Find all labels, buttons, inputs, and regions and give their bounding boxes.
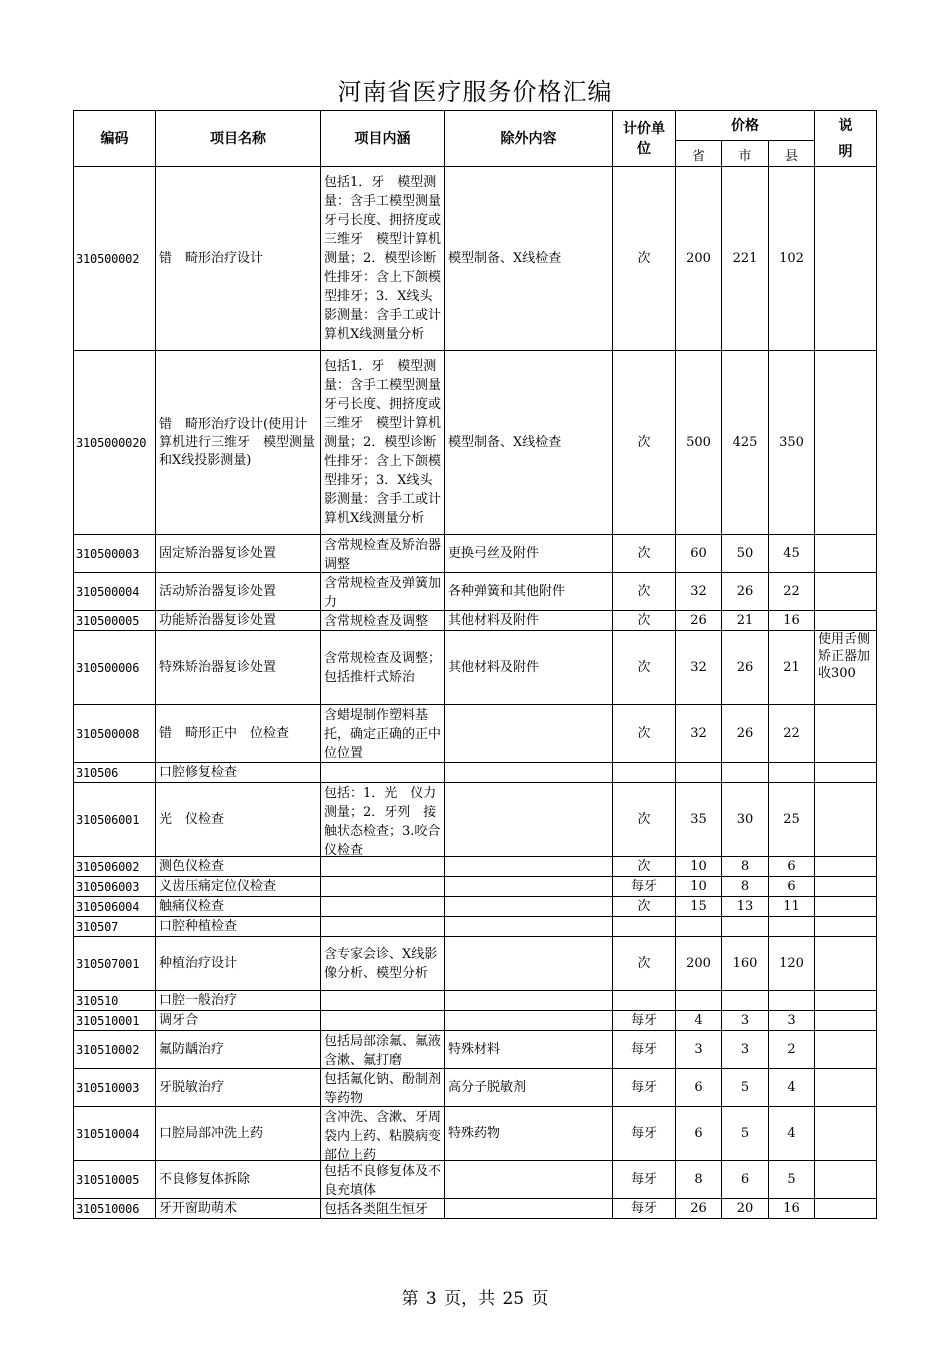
table-row <box>74 1011 877 1031</box>
row-content <box>321 763 445 783</box>
row-note <box>815 611 877 631</box>
row-price-city: 30 <box>722 783 769 857</box>
row-name: 活动矫治器复诊处置 <box>156 573 321 611</box>
row-price-county: 4 <box>769 1069 815 1107</box>
row-content-text: 含常规检查及调整 <box>324 613 429 629</box>
row-code: 310500002 <box>74 167 156 351</box>
row-content <box>321 631 445 705</box>
row-exclude: 其他材料及附件 <box>445 611 613 631</box>
row-price-county: 11 <box>769 897 815 917</box>
row-unit: 次 <box>613 167 676 351</box>
row-unit: 次 <box>613 897 676 917</box>
row-unit: 次 <box>613 937 676 991</box>
table-row <box>74 1161 877 1199</box>
row-name: 光 仪检查 <box>156 783 321 857</box>
row-content <box>321 897 445 917</box>
row-content-text: 含冲洗、含漱、牙周袋内上药、粘膜病变部位上药 <box>324 1109 442 1163</box>
row-note <box>815 1161 877 1199</box>
row-code: 310510005 <box>74 1161 156 1199</box>
header-exclude: 除外内容 <box>445 111 613 167</box>
row-code: 310506004 <box>74 897 156 917</box>
row-name: 错 畸形正中 位检查 <box>156 705 321 763</box>
row-price-city: 50 <box>722 535 769 573</box>
table-row <box>74 1069 877 1107</box>
row-note <box>815 1107 877 1161</box>
row-content-text: 包括各类阻生恒牙 <box>324 1201 429 1217</box>
table-row <box>74 535 877 573</box>
row-unit: 每牙 <box>613 1107 676 1161</box>
row-price-province: 200 <box>676 937 722 991</box>
row-price-city: 3 <box>722 1011 769 1031</box>
row-exclude: 模型制备、X线检查 <box>445 351 613 535</box>
row-price-province: 6 <box>676 1069 722 1107</box>
row-exclude <box>445 1161 613 1199</box>
row-unit: 每牙 <box>613 877 676 897</box>
row-unit: 次 <box>613 535 676 573</box>
row-price-city: 3 <box>722 1031 769 1069</box>
row-code: 310500006 <box>74 631 156 705</box>
row-exclude <box>445 705 613 763</box>
row-code: 310510 <box>74 991 156 1011</box>
row-price-province: 15 <box>676 897 722 917</box>
row-unit <box>613 991 676 1011</box>
row-content <box>321 705 455 763</box>
row-code: 310500005 <box>74 611 156 631</box>
row-name: 种植治疗设计 <box>156 937 321 991</box>
row-exclude: 各种弹簧和其他附件 <box>445 573 613 611</box>
row-exclude: 更换弓丝及附件 <box>445 535 613 573</box>
table-row <box>74 167 877 351</box>
row-note <box>815 897 877 917</box>
row-price-county <box>769 763 815 783</box>
row-content <box>321 611 445 631</box>
table-row <box>74 877 877 897</box>
table-row <box>74 857 877 877</box>
row-content <box>321 535 445 573</box>
row-price-city: 160 <box>722 937 769 991</box>
row-price-county: 102 <box>769 167 815 351</box>
row-note: 使用舌侧矫正器加收300 <box>815 631 877 705</box>
row-note <box>815 783 877 857</box>
row-content-text: 包括不良修复体及不良充填体 <box>324 1163 442 1198</box>
row-price-city: 8 <box>722 857 769 877</box>
row-exclude: 模型制备、X线检查 <box>445 167 613 351</box>
row-price-county: 16 <box>769 1199 815 1219</box>
row-exclude <box>445 991 613 1011</box>
row-note <box>815 167 877 351</box>
row-price-city: 221 <box>722 167 769 351</box>
row-price-county: 16 <box>769 611 815 631</box>
row-price-county: 22 <box>769 573 815 611</box>
row-code: 3105000020 <box>74 351 156 535</box>
row-content <box>321 937 445 991</box>
row-price-province: 4 <box>676 1011 722 1031</box>
row-code: 310507 <box>74 917 156 937</box>
row-price-county: 21 <box>769 631 815 705</box>
row-code: 310510006 <box>74 1199 156 1219</box>
row-code: 310507001 <box>74 937 156 991</box>
table-row <box>74 937 877 991</box>
header-city: 市 <box>722 141 769 167</box>
table-row <box>74 705 877 763</box>
row-unit: 次 <box>613 351 676 535</box>
row-content <box>321 1199 445 1219</box>
row-price-county <box>769 991 815 1011</box>
row-unit <box>613 917 676 937</box>
row-note <box>815 535 877 573</box>
row-price-county: 45 <box>769 535 815 573</box>
row-note <box>815 1069 877 1107</box>
row-exclude: 特殊药物 <box>445 1107 613 1161</box>
page-footer: 第 3 页，共 25 页 <box>401 1289 549 1309</box>
row-price-province: 35 <box>676 783 722 857</box>
row-exclude <box>445 783 613 857</box>
row-content <box>321 1107 445 1161</box>
row-exclude <box>445 877 613 897</box>
row-price-county: 4 <box>769 1107 815 1161</box>
row-note <box>815 1199 877 1219</box>
row-price-province: 60 <box>676 535 722 573</box>
row-content <box>321 1031 445 1069</box>
header-name: 项目名称 <box>156 111 321 167</box>
row-price-province: 32 <box>676 573 722 611</box>
row-exclude <box>445 857 613 877</box>
row-price-province: 32 <box>676 631 722 705</box>
row-price-city <box>722 917 769 937</box>
row-exclude <box>445 763 613 783</box>
row-code: 310500008 <box>74 705 156 763</box>
row-exclude <box>445 917 613 937</box>
row-price-province: 10 <box>676 877 722 897</box>
row-price-province: 6 <box>676 1107 722 1161</box>
row-price-province: 200 <box>676 167 722 351</box>
table-row <box>74 351 877 535</box>
table-row <box>74 1199 877 1219</box>
table-row <box>74 573 877 611</box>
row-name: 固定矫治器复诊处置 <box>156 535 321 573</box>
row-content <box>321 857 445 877</box>
row-exclude: 高分子脱敏剂 <box>445 1069 613 1107</box>
row-content <box>321 573 445 611</box>
table-row <box>74 897 877 917</box>
row-code: 310500003 <box>74 535 156 573</box>
row-price-city: 5 <box>722 1107 769 1161</box>
row-exclude: 特殊材料 <box>445 1031 613 1069</box>
row-code: 310510003 <box>74 1069 156 1107</box>
row-content-text: 含专家会诊、X线影像分析、模型分析 <box>324 946 438 981</box>
row-price-province: 26 <box>676 1199 722 1219</box>
row-content <box>321 351 445 535</box>
header-county: 县 <box>769 141 815 167</box>
table-row <box>74 763 877 783</box>
row-note <box>815 937 877 991</box>
row-name: 口腔局部冲洗上药 <box>156 1107 321 1161</box>
row-code: 310506 <box>74 763 156 783</box>
row-price-city: 13 <box>722 897 769 917</box>
row-exclude <box>445 937 613 991</box>
row-price-county: 2 <box>769 1031 815 1069</box>
row-note <box>815 917 877 937</box>
row-name: 义齿压痛定位仪检查 <box>156 877 321 897</box>
row-price-province <box>676 917 722 937</box>
row-content-text: 含蜡堤制作塑料基托，确定正确的正中 位位置 <box>324 707 455 761</box>
row-content-text: 包括：1．光 仪力测量；2．牙列 接触状态检查；3.咬合仪检查 <box>324 785 441 858</box>
row-exclude <box>445 1199 613 1219</box>
row-content <box>321 167 445 351</box>
row-price-city: 8 <box>722 877 769 897</box>
row-price-city <box>722 763 769 783</box>
row-code: 310510002 <box>74 1031 156 1069</box>
row-price-city <box>722 991 769 1011</box>
row-price-city: 26 <box>722 705 769 763</box>
table-row <box>74 917 877 937</box>
row-content <box>321 917 445 937</box>
header-price: 价格 <box>676 111 815 141</box>
table-row <box>74 631 877 705</box>
row-name: 牙开窗助萌术 <box>156 1199 321 1219</box>
row-price-city: 26 <box>722 631 769 705</box>
row-price-province: 10 <box>676 857 722 877</box>
row-note <box>815 1011 877 1031</box>
row-name: 错 畸形治疗设计 <box>156 167 321 351</box>
row-note <box>815 705 877 763</box>
row-content-text: 含常规检查及矫治器调整 <box>324 537 442 572</box>
row-name: 触痛仪检查 <box>156 897 321 917</box>
row-unit: 次 <box>613 573 676 611</box>
row-name: 口腔种植检查 <box>156 917 321 937</box>
header-province: 省 <box>676 141 722 167</box>
row-note <box>815 351 877 535</box>
row-price-county: 120 <box>769 937 815 991</box>
row-code: 310510004 <box>74 1107 156 1161</box>
row-price-county: 6 <box>769 877 815 897</box>
row-code: 310510001 <box>74 1011 156 1031</box>
row-price-county: 3 <box>769 1011 815 1031</box>
row-price-province: 32 <box>676 705 722 763</box>
row-code: 310506002 <box>74 857 156 877</box>
table-row <box>74 1031 877 1069</box>
row-note <box>815 573 877 611</box>
row-price-county: 22 <box>769 705 815 763</box>
row-content <box>321 991 445 1011</box>
row-content <box>321 783 445 857</box>
row-name: 口腔修复检查 <box>156 763 321 783</box>
row-name: 测色仪检查 <box>156 857 321 877</box>
row-code: 310506001 <box>74 783 156 857</box>
row-unit: 次 <box>613 783 676 857</box>
row-content-text: 包括1．牙 模型测量：含手工模型测量牙弓长度、拥挤度或三维牙 模型计算机测量；2．模型诊断性排牙：含上下颌模型排牙；3．X线头影测量：含手工或计算机X线测量分析 <box>324 175 442 342</box>
row-content-text: 包括局部涂氟、氟液含漱、氟打磨 <box>324 1033 442 1068</box>
row-exclude <box>445 897 613 917</box>
row-unit: 次 <box>613 857 676 877</box>
row-unit <box>613 763 676 783</box>
header-code: 编码 <box>74 111 156 167</box>
row-unit: 每牙 <box>613 1161 676 1199</box>
row-note <box>815 877 877 897</box>
row-price-city: 5 <box>722 1069 769 1107</box>
row-name: 牙脱敏治疗 <box>156 1069 321 1107</box>
row-unit: 次 <box>613 705 676 763</box>
row-price-province: 500 <box>676 351 722 535</box>
row-name: 功能矫治器复诊处置 <box>156 611 321 631</box>
row-content <box>321 877 445 897</box>
row-price-province: 3 <box>676 1031 722 1069</box>
row-price-city: 20 <box>722 1199 769 1219</box>
row-price-city: 425 <box>722 351 769 535</box>
row-name: 口腔一般治疗 <box>156 991 321 1011</box>
table-row <box>74 991 877 1011</box>
row-price-province <box>676 991 722 1011</box>
row-price-province: 8 <box>676 1161 722 1199</box>
row-code: 310500004 <box>74 573 156 611</box>
row-code: 310506003 <box>74 877 156 897</box>
row-note <box>815 991 877 1011</box>
row-content-text: 含常规检查及弹簧加力 <box>324 575 442 610</box>
row-content <box>321 1069 445 1107</box>
row-content <box>321 1011 445 1031</box>
header-unit: 计价单位 <box>613 111 676 167</box>
row-exclude: 其他材料及附件 <box>445 631 613 705</box>
row-content-text: 包括氟化钠、酚制剂等药物 <box>324 1071 442 1106</box>
table-row <box>74 1107 877 1161</box>
row-content-text: 含常规检查及调整；包括推杆式矫治 <box>324 650 442 685</box>
header-note: 说明 <box>815 111 877 167</box>
row-unit: 每牙 <box>613 1011 676 1031</box>
row-price-county <box>769 917 815 937</box>
row-content-text: 包括1．牙 模型测量：含手工模型测量牙弓长度、拥挤度或三维牙 模型计算机测量；2．模型诊断性排牙：含上下颌模型排牙；3．X线头影测量：含手工或计算机X线测量分析 <box>324 359 442 526</box>
header-content: 项目内涵 <box>321 111 445 167</box>
row-name: 特殊矫治器复诊处置 <box>156 631 321 705</box>
row-unit: 每牙 <box>613 1031 676 1069</box>
table-row <box>74 783 877 857</box>
table-row <box>74 611 877 631</box>
row-price-city: 21 <box>722 611 769 631</box>
row-name: 不良修复体拆除 <box>156 1161 321 1199</box>
row-price-county: 6 <box>769 857 815 877</box>
page-title: 河南省医疗服务价格汇编 <box>337 78 613 106</box>
row-name: 氟防龋治疗 <box>156 1031 321 1069</box>
row-unit: 次 <box>613 611 676 631</box>
price-table <box>73 110 877 1219</box>
row-price-province <box>676 763 722 783</box>
row-name: 调牙合 <box>156 1011 321 1031</box>
row-note <box>815 763 877 783</box>
row-note <box>815 857 877 877</box>
row-price-city: 26 <box>722 573 769 611</box>
row-price-county: 25 <box>769 783 815 857</box>
row-price-province: 26 <box>676 611 722 631</box>
row-unit: 次 <box>613 631 676 705</box>
row-note <box>815 1031 877 1069</box>
row-content <box>321 1161 445 1199</box>
row-price-county: 350 <box>769 351 815 535</box>
row-price-city: 6 <box>722 1161 769 1199</box>
row-unit: 每牙 <box>613 1069 676 1107</box>
row-exclude <box>445 1011 613 1031</box>
row-unit: 每牙 <box>613 1199 676 1219</box>
row-price-county: 5 <box>769 1161 815 1199</box>
row-name: 错 畸形治疗设计(使用计算机进行三维牙 模型测量和X线投影测量) <box>156 351 321 535</box>
